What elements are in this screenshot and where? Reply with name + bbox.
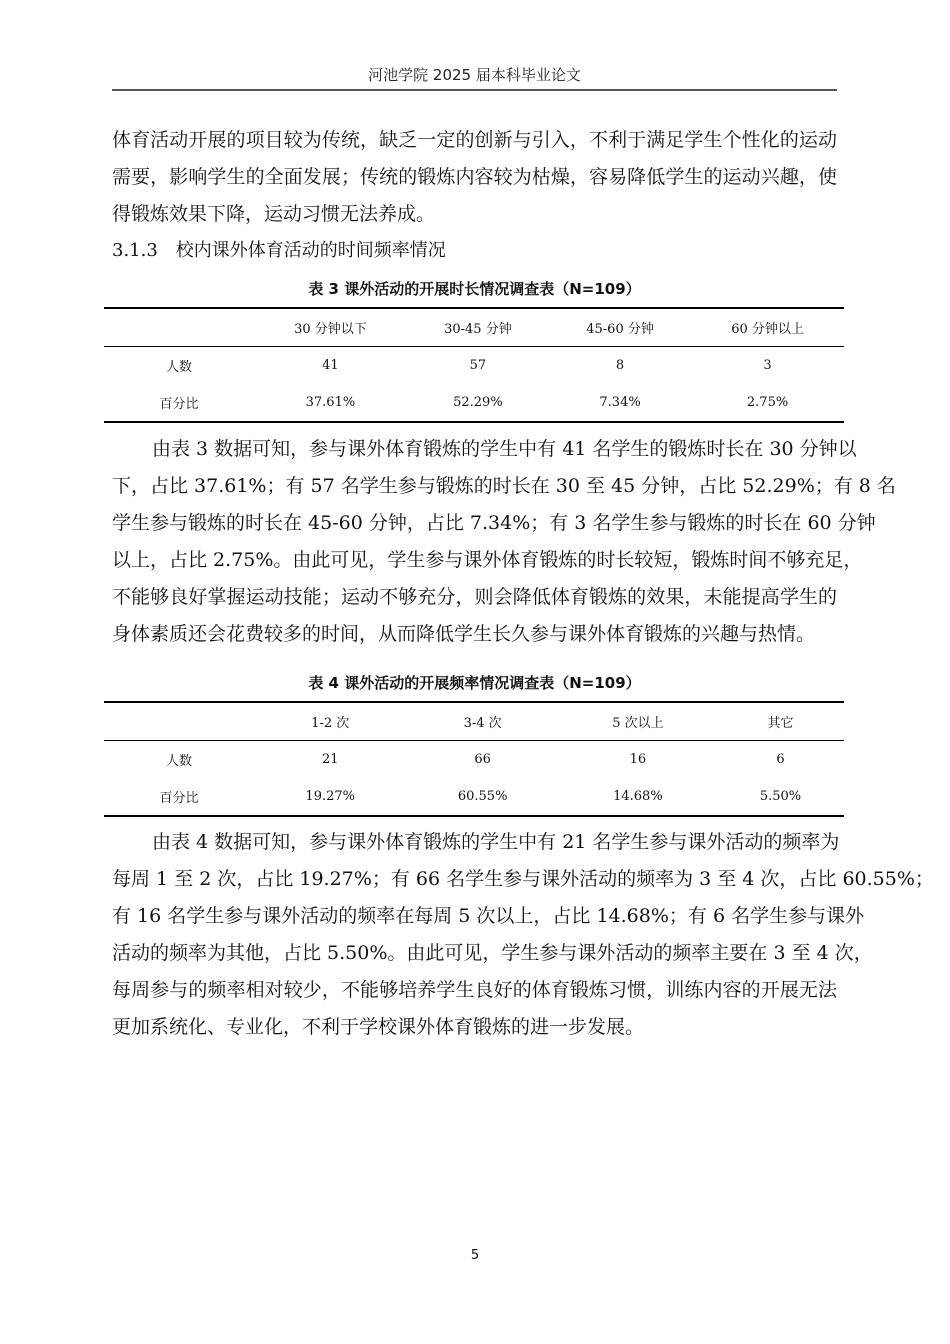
text-line: 有 16 名学生参与课外活动的频率在每周 5 次以上，占比 14.68%；有 6 名学生参与课外 <box>112 905 865 927</box>
table4 <box>104 701 844 817</box>
text-line: 需要，影响学生的全面发展；传统的锻炼内容较为枯燥，容易降低学生的运动兴趣，使 <box>112 166 837 188</box>
cell: 8 <box>615 358 625 373</box>
text-line: 活动的频率为其他，占比 5.50%。由此可见，学生参与课外活动的频率主要在 3 至 4 次， <box>112 942 873 964</box>
header-cell: 5 次以上 <box>559 702 717 741</box>
table-header-row <box>104 702 844 741</box>
page-number: 5 <box>470 1248 480 1263</box>
cell: 19.27% <box>305 789 355 804</box>
text-line: 由表 4 数据可知，参与课外体育锻炼的学生中有 21 名学生参与课外活动的频率为 <box>152 831 840 853</box>
table3-caption: 表 3 课外活动的开展时长情况调查表（N=109） <box>308 280 641 298</box>
section-heading: 3.1.3 校内课外体育活动的时间频率情况 <box>112 240 446 261</box>
row-label: 百分比 <box>159 791 199 806</box>
cell: 41 <box>322 358 339 373</box>
text-line: 以上，占比 2.75%。由此可见，学生参与课外体育锻炼的时长较短，锻炼时间不够充足， <box>112 549 863 571</box>
text-line: 身体素质还会花费较多的时间，从而降低学生长久参与课外体育锻炼的兴趣与热情。 <box>112 623 816 645</box>
cell: 21 <box>321 752 339 767</box>
paragraph-table4-analysis <box>112 824 934 1046</box>
header-cell: 1-2 次 <box>254 702 406 741</box>
table-row <box>104 778 844 816</box>
table-row <box>104 384 844 422</box>
header-cell: 45-60 分钟 <box>549 308 691 347</box>
table3 <box>104 307 844 423</box>
cell: 6 <box>776 752 785 767</box>
text-line: 由表 3 数据可知，参与课外体育锻炼的学生中有 41 名学生的锻炼时长在 30 分钟以 <box>152 438 857 460</box>
table-row <box>104 347 844 385</box>
header-cell: 60 分钟以上 <box>691 308 844 347</box>
header-cell: 30 分钟以下 <box>254 308 407 347</box>
text-line: 学生参与锻炼的时长在 45-60 分钟，占比 7.34%；有 3 名学生参与锻炼的时长在 60 分钟 <box>112 512 876 534</box>
cell: 5.50% <box>759 789 802 804</box>
table4-caption: 表 4 课外活动的开展频率情况调查表（N=109） <box>308 674 641 692</box>
paragraph-table3-analysis <box>112 431 896 653</box>
cell: 14.68% <box>613 789 663 804</box>
table-row <box>104 741 844 779</box>
text-line: 每周参与的频率相对较少，不能够培养学生良好的体育锻炼习惯，训练内容的开展无法 <box>112 979 837 1001</box>
row-label: 百分比 <box>159 397 199 412</box>
cell: 57 <box>469 358 487 373</box>
header-cell: 3-4 次 <box>406 702 558 741</box>
cell: 16 <box>629 752 647 767</box>
paragraph-continuation <box>112 122 837 233</box>
header-cell: 其它 <box>717 702 844 741</box>
running-header: 河池学院 2025 届本科毕业论文 <box>368 66 581 84</box>
cell: 60.55% <box>457 789 508 804</box>
text-line: 体育活动开展的项目较为传统，缺乏一定的创新与引入，不利于满足学生个性化的运动 <box>112 129 837 151</box>
text-line: 更加系统化、专业化，不利于学校课外体育锻炼的进一步发展。 <box>112 1016 645 1038</box>
text-line: 得锻炼效果下降，运动习惯无法养成。 <box>112 203 436 225</box>
text-line: 不能够良好掌握运动技能；运动不够充分，则会降低体育锻炼的效果，未能提高学生的 <box>112 586 837 608</box>
header-cell: 30-45 分钟 <box>407 308 549 347</box>
text-line: 下，占比 37.61%；有 57 名学生参与锻炼的时长在 30 至 45 分钟，占比 52.29%；有 8 名 <box>112 475 896 497</box>
cell: 52.29% <box>453 395 503 410</box>
header-cell <box>104 702 254 741</box>
cell: 3 <box>763 358 772 373</box>
header-cell <box>104 308 254 347</box>
row-label: 人数 <box>165 360 192 375</box>
header-rule <box>112 89 837 91</box>
table-header-row <box>104 308 844 347</box>
cell: 7.34% <box>599 395 641 410</box>
cell: 2.75% <box>746 395 789 410</box>
cell: 37.61% <box>305 395 356 410</box>
text-line: 每周 1 至 2 次，占比 19.27%；有 66 名学生参与课外活动的频率为 3 至 4 次，占比 60.55%； <box>112 868 934 890</box>
row-label: 人数 <box>165 754 192 769</box>
cell: 66 <box>474 752 491 767</box>
